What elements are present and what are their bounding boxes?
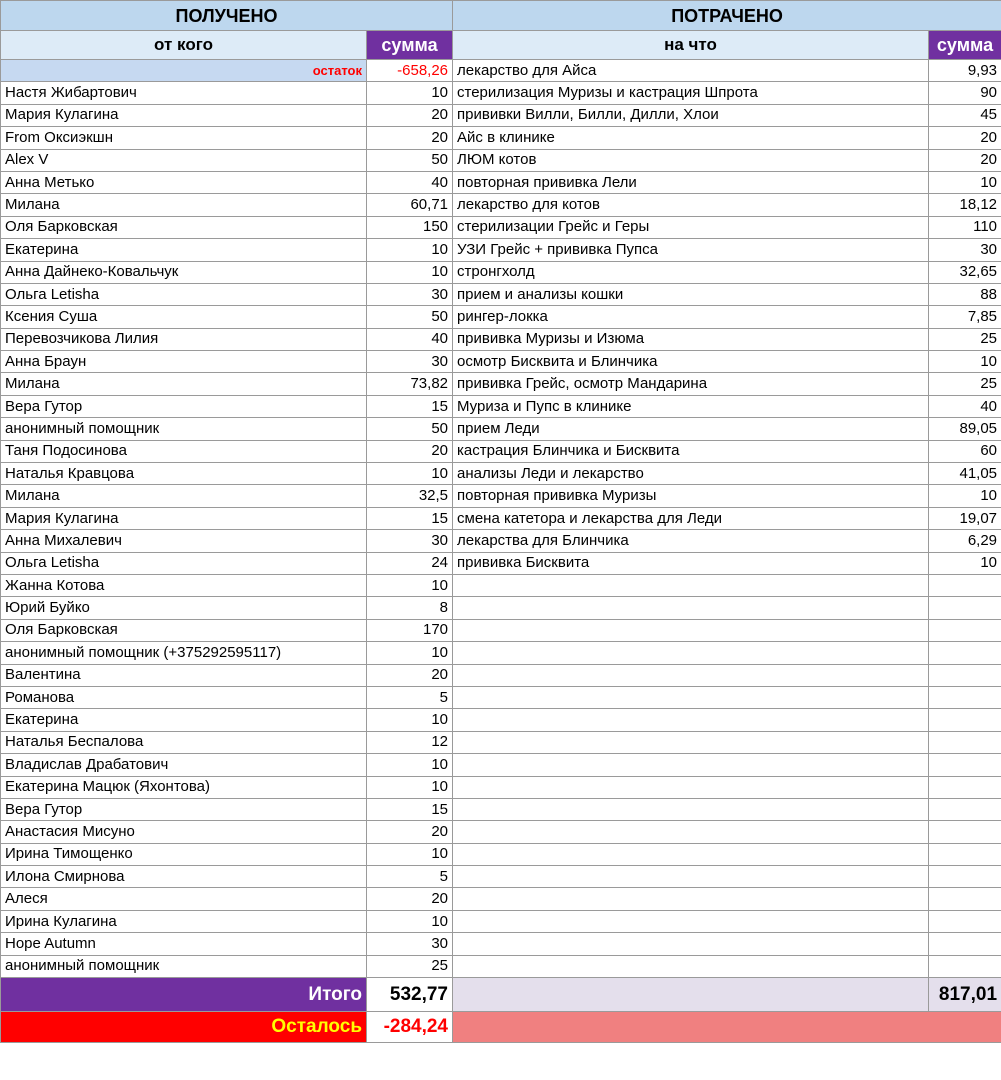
cost-cell: 7,85 — [929, 306, 1001, 328]
cost-cell — [929, 574, 1001, 596]
item-cell: стерилизации Грейс и Геры — [453, 216, 929, 238]
cost-cell — [929, 933, 1001, 955]
amount-cell: 30 — [367, 933, 453, 955]
cost-cell — [929, 642, 1001, 664]
from-cell: Оля Барковская — [1, 216, 367, 238]
total-label: Итого — [1, 978, 367, 1012]
item-cell: кастрация Блинчика и Бисквита — [453, 440, 929, 462]
item-cell: прививка Грейс, осмотр Мандарина — [453, 373, 929, 395]
from-cell: Мария Кулагина — [1, 507, 367, 529]
item-cell: прививка Муризы и Изюма — [453, 328, 929, 350]
cost-cell: 25 — [929, 328, 1001, 350]
balance-label: остаток — [1, 60, 367, 82]
item-cell: Муриза и Пупс в клинике — [453, 395, 929, 417]
item-cell — [453, 754, 929, 776]
item-cell: рингер-локка — [453, 306, 929, 328]
cost-cell: 40 — [929, 395, 1001, 417]
amount-cell: 25 — [367, 955, 453, 977]
table-row — [1, 149, 1001, 171]
amount-cell: 40 — [367, 328, 453, 350]
amount-cell: 15 — [367, 798, 453, 820]
table-row — [1, 440, 1001, 462]
from-cell: Наталья Кравцова — [1, 463, 367, 485]
amount-cell: 15 — [367, 507, 453, 529]
item-cell: лекарства для Блинчика — [453, 530, 929, 552]
cost-cell — [929, 686, 1001, 708]
amount-cell: 10 — [367, 463, 453, 485]
amount-cell: 10 — [367, 239, 453, 261]
table-row — [1, 866, 1001, 888]
table-row — [1, 261, 1001, 283]
item-cell: прием и анализы кошки — [453, 283, 929, 305]
amount-cell: 5 — [367, 866, 453, 888]
balance-value: -658,26 — [367, 60, 453, 82]
item-cell — [453, 910, 929, 932]
cost-cell — [929, 664, 1001, 686]
cost-cell: 25 — [929, 373, 1001, 395]
amount-cell: 50 — [367, 306, 453, 328]
cost-cell — [929, 798, 1001, 820]
item-cell: смена катетора и лекарства для Леди — [453, 507, 929, 529]
amount-cell: 12 — [367, 731, 453, 753]
amount-cell: 8 — [367, 597, 453, 619]
table-row — [1, 664, 1001, 686]
cost-cell: 6,29 — [929, 530, 1001, 552]
item-cell — [453, 709, 929, 731]
table-row — [1, 821, 1001, 843]
table-row — [1, 686, 1001, 708]
from-cell: Илона Смирнова — [1, 866, 367, 888]
spent-value: 9,93 — [929, 60, 1001, 82]
item-cell: повторная прививка Муризы — [453, 485, 929, 507]
section-title-row — [1, 1, 1001, 31]
item-cell — [453, 619, 929, 641]
item-cell — [453, 955, 929, 977]
from-cell: Милана — [1, 373, 367, 395]
table-row — [1, 194, 1001, 216]
spent-item: лекарство для Айса — [453, 60, 929, 82]
from-cell: Мария Кулагина — [1, 104, 367, 126]
item-cell: повторная прививка Лели — [453, 171, 929, 193]
from-whom-header: от кого — [1, 31, 367, 60]
cost-cell — [929, 888, 1001, 910]
from-cell: Ирина Тимощенко — [1, 843, 367, 865]
table-row — [1, 328, 1001, 350]
remaining-value: -284,24 — [367, 1012, 453, 1043]
amount-cell: 10 — [367, 776, 453, 798]
received-header: ПОЛУЧЕНО — [1, 1, 453, 31]
from-cell: Юрий Буйко — [1, 597, 367, 619]
cost-cell: 110 — [929, 216, 1001, 238]
item-cell: прививка Бисквита — [453, 552, 929, 574]
item-cell: ЛЮМ котов — [453, 149, 929, 171]
amount-cell: 10 — [367, 261, 453, 283]
table-row — [1, 597, 1001, 619]
column-header-row — [1, 31, 1001, 60]
table-row — [1, 239, 1001, 261]
table-row — [1, 574, 1001, 596]
cost-cell: 10 — [929, 171, 1001, 193]
from-cell: Alex V — [1, 149, 367, 171]
table-row — [1, 373, 1001, 395]
table-row — [1, 798, 1001, 820]
from-cell: Алеся — [1, 888, 367, 910]
cost-cell — [929, 597, 1001, 619]
cost-cell — [929, 754, 1001, 776]
table-row — [1, 910, 1001, 932]
amount-cell: 10 — [367, 843, 453, 865]
amount-cell: 20 — [367, 888, 453, 910]
table-row — [1, 82, 1001, 104]
amount-cell: 32,5 — [367, 485, 453, 507]
amount-cell: 170 — [367, 619, 453, 641]
amount-cell: 10 — [367, 82, 453, 104]
amount-cell: 40 — [367, 171, 453, 193]
table-row — [1, 306, 1001, 328]
table-row — [1, 619, 1001, 641]
from-cell: From Оксиэкшн — [1, 127, 367, 149]
item-cell — [453, 686, 929, 708]
table-row — [1, 530, 1001, 552]
table-row — [1, 351, 1001, 373]
spent-total: 817,01 — [929, 978, 1001, 1012]
amount-cell: 30 — [367, 351, 453, 373]
from-cell: Оля Барковская — [1, 619, 367, 641]
from-cell: Ирина Кулагина — [1, 910, 367, 932]
from-cell: Валентина — [1, 664, 367, 686]
item-cell: УЗИ Грейс + прививка Пупса — [453, 239, 929, 261]
remaining-row — [1, 1012, 1001, 1043]
cost-cell: 20 — [929, 127, 1001, 149]
table-row — [1, 507, 1001, 529]
table-row — [1, 888, 1001, 910]
amount-cell: 150 — [367, 216, 453, 238]
cost-cell — [929, 731, 1001, 753]
cost-cell — [929, 866, 1001, 888]
amount-cell: 20 — [367, 664, 453, 686]
cost-cell — [929, 955, 1001, 977]
item-cell — [453, 843, 929, 865]
cost-cell: 60 — [929, 440, 1001, 462]
cost-cell: 41,05 — [929, 463, 1001, 485]
cost-cell — [929, 709, 1001, 731]
amount-cell: 10 — [367, 709, 453, 731]
amount-cell: 20 — [367, 440, 453, 462]
from-cell: Анна Михалевич — [1, 530, 367, 552]
cost-cell — [929, 821, 1001, 843]
cost-cell: 88 — [929, 283, 1001, 305]
table-row — [1, 552, 1001, 574]
from-cell: Перевозчикова Лилия — [1, 328, 367, 350]
cost-cell: 10 — [929, 351, 1001, 373]
from-cell: Ксения Суша — [1, 306, 367, 328]
amount-cell: 30 — [367, 283, 453, 305]
item-cell — [453, 574, 929, 596]
item-cell — [453, 933, 929, 955]
item-cell: стерилизация Муризы и кастрация Шпрота — [453, 82, 929, 104]
amount-cell: 50 — [367, 149, 453, 171]
remaining-blank — [453, 1012, 1001, 1043]
from-cell: Милана — [1, 485, 367, 507]
amount-cell: 20 — [367, 104, 453, 126]
cost-cell: 10 — [929, 485, 1001, 507]
from-cell: анонимный помощник — [1, 955, 367, 977]
cost-cell: 10 — [929, 552, 1001, 574]
total-spent-blank — [453, 978, 929, 1012]
table-row — [1, 216, 1001, 238]
cost-cell: 90 — [929, 82, 1001, 104]
amount-cell: 50 — [367, 418, 453, 440]
cost-cell: 18,12 — [929, 194, 1001, 216]
table-row — [1, 731, 1001, 753]
item-cell — [453, 821, 929, 843]
amount-cell: 20 — [367, 821, 453, 843]
cost-cell: 30 — [929, 239, 1001, 261]
amount-cell: 73,82 — [367, 373, 453, 395]
from-cell: Анна Браун — [1, 351, 367, 373]
table-row — [1, 463, 1001, 485]
amount-cell: 10 — [367, 910, 453, 932]
from-cell: Романова — [1, 686, 367, 708]
table-row — [1, 418, 1001, 440]
spent-sum-header: сумма — [929, 31, 1001, 60]
received-total: 532,77 — [367, 978, 453, 1012]
amount-cell: 24 — [367, 552, 453, 574]
cost-cell: 45 — [929, 104, 1001, 126]
cost-cell: 89,05 — [929, 418, 1001, 440]
amount-cell: 5 — [367, 686, 453, 708]
table-row — [1, 776, 1001, 798]
table-row — [1, 485, 1001, 507]
from-cell: анонимный помощник — [1, 418, 367, 440]
cost-cell — [929, 843, 1001, 865]
from-cell: Анна Дайнеко-Ковальчук — [1, 261, 367, 283]
cost-cell: 20 — [929, 149, 1001, 171]
item-cell: осмотр Бисквита и Блинчика — [453, 351, 929, 373]
item-cell: Айс в клинике — [453, 127, 929, 149]
from-cell: Анастасия Мисуно — [1, 821, 367, 843]
from-cell: Вера Гутор — [1, 395, 367, 417]
from-cell: Наталья Беспалова — [1, 731, 367, 753]
item-cell — [453, 776, 929, 798]
balance-row — [1, 60, 1001, 82]
table-row — [1, 171, 1001, 193]
from-cell: Жанна Котова — [1, 574, 367, 596]
amount-cell: 30 — [367, 530, 453, 552]
from-cell: Владислав Драбатович — [1, 754, 367, 776]
on-what-header: на что — [453, 31, 929, 60]
item-cell: анализы Леди и лекарство — [453, 463, 929, 485]
item-cell — [453, 664, 929, 686]
table-row — [1, 843, 1001, 865]
cost-cell — [929, 619, 1001, 641]
amount-cell: 15 — [367, 395, 453, 417]
item-cell: лекарство для котов — [453, 194, 929, 216]
total-row — [1, 978, 1001, 1012]
cost-cell: 19,07 — [929, 507, 1001, 529]
item-cell — [453, 642, 929, 664]
item-cell — [453, 731, 929, 753]
table-row — [1, 395, 1001, 417]
spent-header: ПОТРАЧЕНО — [453, 1, 1001, 31]
item-cell: прививки Вилли, Билли, Дилли, Хлои — [453, 104, 929, 126]
from-cell: Таня Подосинова — [1, 440, 367, 462]
remaining-label: Осталось — [1, 1012, 367, 1043]
item-cell: прием Леди — [453, 418, 929, 440]
amount-cell: 10 — [367, 642, 453, 664]
amount-cell: 10 — [367, 754, 453, 776]
amount-cell: 20 — [367, 127, 453, 149]
from-cell: Екатерина Мацюк (Яхонтова) — [1, 776, 367, 798]
table-row — [1, 933, 1001, 955]
item-cell — [453, 866, 929, 888]
cost-cell — [929, 910, 1001, 932]
from-cell: Настя Жибартович — [1, 82, 367, 104]
table-row — [1, 127, 1001, 149]
table-row — [1, 642, 1001, 664]
table-row — [1, 955, 1001, 977]
item-cell — [453, 798, 929, 820]
from-cell: Hope Autumn — [1, 933, 367, 955]
amount-cell: 10 — [367, 574, 453, 596]
table-row — [1, 104, 1001, 126]
cost-cell — [929, 776, 1001, 798]
table-row — [1, 283, 1001, 305]
cost-cell: 32,65 — [929, 261, 1001, 283]
from-cell: Ольга Letisha — [1, 552, 367, 574]
table-row — [1, 709, 1001, 731]
item-cell — [453, 597, 929, 619]
amount-cell: 60,71 — [367, 194, 453, 216]
from-cell: Ольга Letisha — [1, 283, 367, 305]
item-cell: стронгхолд — [453, 261, 929, 283]
received-sum-header: сумма — [367, 31, 453, 60]
from-cell: Вера Гутор — [1, 798, 367, 820]
from-cell: Екатерина — [1, 239, 367, 261]
item-cell — [453, 888, 929, 910]
table-row — [1, 754, 1001, 776]
from-cell: Анна Метько — [1, 171, 367, 193]
from-cell: Милана — [1, 194, 367, 216]
from-cell: анонимный помощник (+375292595117) — [1, 642, 367, 664]
from-cell: Екатерина — [1, 709, 367, 731]
